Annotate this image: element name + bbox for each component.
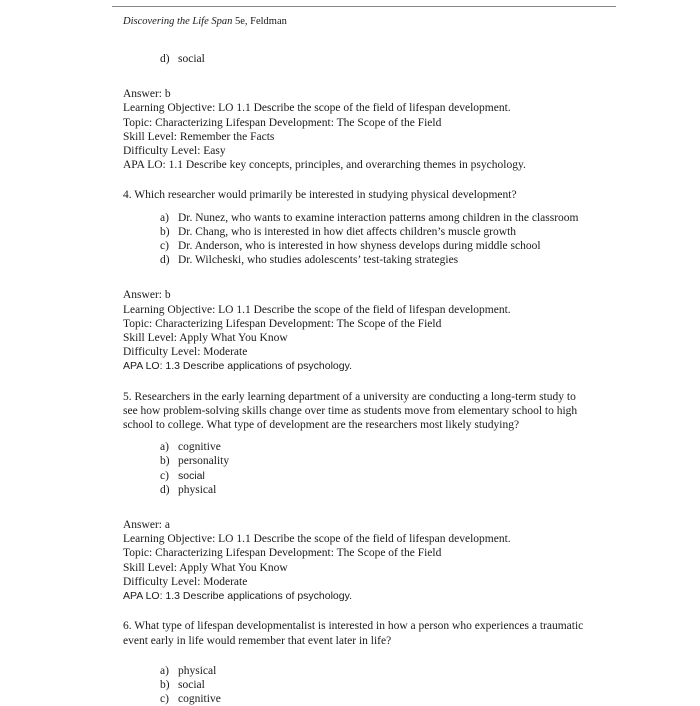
objective-line: Learning Objective: LO 1.1 Describe the scope of the field of lifespan development.	[123, 102, 511, 115]
option-item: c) Dr. Anderson, who is interested in how shyness develops during middle school	[160, 240, 541, 253]
prev-options	[160, 52, 593, 66]
answer-line: Answer: b	[123, 289, 171, 302]
option-item: c) social	[160, 469, 205, 482]
option-item: a) cognitive	[160, 441, 221, 454]
difficulty-line: Difficulty Level: Moderate	[123, 346, 248, 359]
topic-line: Topic: Characterizing Lifespan Development: The Scope of the Field	[123, 547, 442, 560]
difficulty-line: Difficulty Level: Moderate	[123, 575, 248, 588]
option-item: a) Dr. Nunez, who wants to examine interaction patterns among children in the classroom	[160, 211, 579, 224]
book-edition: 5e, Feldman	[232, 16, 287, 27]
question-5-options	[160, 440, 593, 497]
answer-block	[123, 87, 593, 172]
apa-line: APA LO: 1.1 Describe key concepts, principles, and overarching themes in psychology.	[123, 159, 526, 172]
topic-line: Topic: Characterizing Lifespan Development: The Scope of the Field	[123, 116, 442, 129]
option-item: b) social	[160, 678, 205, 691]
page-header	[123, 16, 287, 27]
skill-line: Skill Level: Apply What You Know	[123, 332, 288, 345]
question-4-options	[160, 211, 593, 268]
option-item: b) Dr. Chang, who is interested in how diet affects children’s muscle growth	[160, 225, 517, 238]
apa-line: APA LO: 1.3 Describe applications of psychology.	[123, 360, 352, 373]
objective-line: Learning Objective: LO 1.1 Describe the scope of the field of lifespan development.	[123, 303, 511, 316]
book-title: Discovering the Life Span	[123, 16, 233, 27]
answer-line: Answer: a	[123, 519, 170, 532]
question-5: 5. Researchers in the early learning department of a university are conducting a long-term study to see how problem-solving skills change over time as students move from elementary school to high school to college. What type of development are the researchers most likely studying?	[123, 390, 578, 432]
objective-line: Learning Objective: LO 1.1 Describe the scope of the field of lifespan development.	[123, 533, 511, 546]
option-item: d) Dr. Wilcheski, who studies adolescents’ test-taking strategies	[160, 254, 459, 267]
option-item: a) physical	[160, 664, 217, 677]
option-item: d) social	[160, 53, 205, 65]
difficulty-line: Difficulty Level: Easy	[123, 145, 226, 158]
option-item: b) personality	[160, 455, 230, 468]
question-6: 6. What type of lifespan developmentalist is interested in how a person who experiences a traumatic event early in life would remember that event later in life?	[123, 620, 584, 647]
answer-block	[123, 518, 593, 603]
answer-line: Answer: b	[123, 88, 171, 101]
option-item: d) physical	[160, 483, 217, 496]
answer-block	[123, 288, 593, 373]
header-rule	[112, 6, 616, 7]
topic-line: Topic: Characterizing Lifespan Development: The Scope of the Field	[123, 317, 442, 330]
skill-line: Skill Level: Apply What You Know	[123, 561, 288, 574]
apa-line: APA LO: 1.3 Describe applications of psychology.	[123, 590, 352, 603]
skill-line: Skill Level: Remember the Facts	[123, 130, 275, 143]
document-body	[123, 52, 593, 706]
option-item: c) cognitive	[160, 693, 221, 706]
question-4: 4. Which researcher would primarily be interested in studying physical development?	[123, 189, 517, 202]
